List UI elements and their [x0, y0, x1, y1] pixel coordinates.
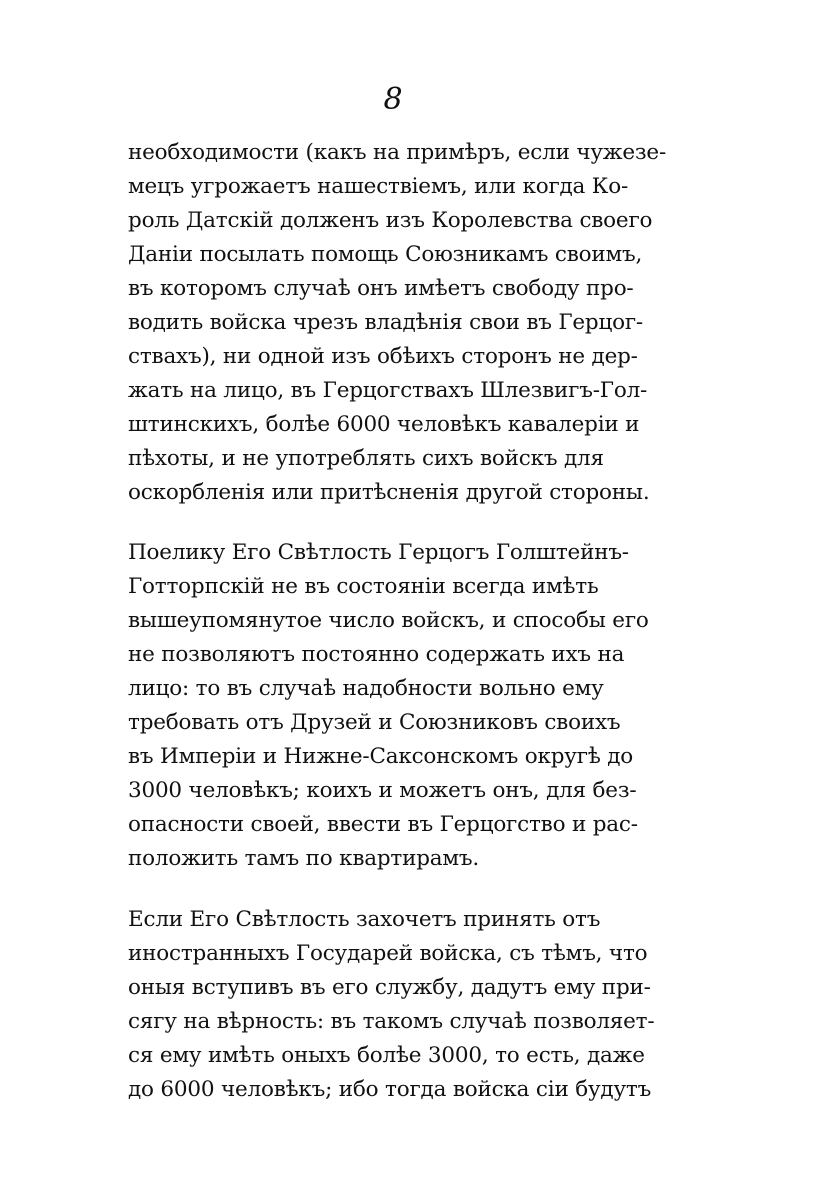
text-line: 3000 человѣкъ; коихъ и можетъ онъ, для без- [128, 778, 637, 803]
text-line: Поелику Его Свѣтлость Герцогъ Голштейнъ- [128, 540, 629, 565]
text-line: мецъ угрожаетъ нашествіемъ, или когда Ко- [128, 174, 629, 199]
text-line: водить войска чрезъ владѣнія свои въ Герцог- [128, 310, 643, 335]
text-line: въ которомъ случаѣ онъ имѣетъ свободу про- [128, 276, 634, 301]
text-line: сягу на вѣрность: въ такомъ случаѣ позволяет- [128, 1009, 655, 1034]
text-line: иностранныхъ Государей войска, съ тѣмъ, что [128, 941, 648, 966]
text-line: ствахъ), ни одной изъ обѣихъ сторонъ не дер- [128, 344, 638, 369]
paragraph-2 [128, 536, 668, 876]
text-line: не позволяютъ постоянно содержать ихъ на [128, 642, 625, 667]
page-number: 8 [383, 82, 403, 117]
text-line: Если Его Свѣтлость захочетъ принять отъ [128, 907, 601, 932]
text-line: требовать отъ Друзей и Союзниковъ своихъ [128, 710, 621, 735]
text-line: роль Датскій долженъ изъ Королевства своего [128, 208, 653, 233]
text-line: оныя вступивъ въ его службу, дадутъ ему при- [128, 975, 651, 1000]
text-line: до 6000 человѣкъ; ибо тогда войска сіи будутъ [128, 1077, 652, 1102]
text-line: лицо: то въ случаѣ надобности вольно ему [128, 676, 604, 701]
text-line: Готторпскій не въ состояніи всегда имѣть [128, 574, 599, 599]
text-line: пѣхоты, и не употреблять сихъ войскъ для [128, 446, 604, 471]
text-line: ся ему имѣть оныхъ болѣе 3000, то есть, даже [128, 1043, 645, 1068]
paragraph-1 [128, 136, 668, 510]
text-line: необходимости (какъ на примѣръ, если чужезе- [128, 140, 667, 165]
text-line: опасности своей, ввести въ Герцогство и рас- [128, 812, 638, 837]
text-line: въ Имперіи и Нижне-Саксонскомъ округѣ до [128, 744, 634, 769]
paragraph-3 [128, 903, 668, 1107]
text-line: оскорбленія или притѣсненія другой стороны. [128, 480, 650, 505]
text-line: вышеупомянутое число войскъ, и способы его [128, 608, 649, 633]
text-line: Даніи посылать помощь Союзникамъ своимъ, [128, 242, 643, 267]
text-line: штинскихъ, болѣе 6000 человѣкъ кавалеріи и [128, 412, 640, 437]
text-line: положить тамъ по квартирамъ. [128, 846, 480, 871]
text-line: жать на лицо, въ Герцогствахъ Шлезвигъ-Гол- [128, 378, 648, 403]
